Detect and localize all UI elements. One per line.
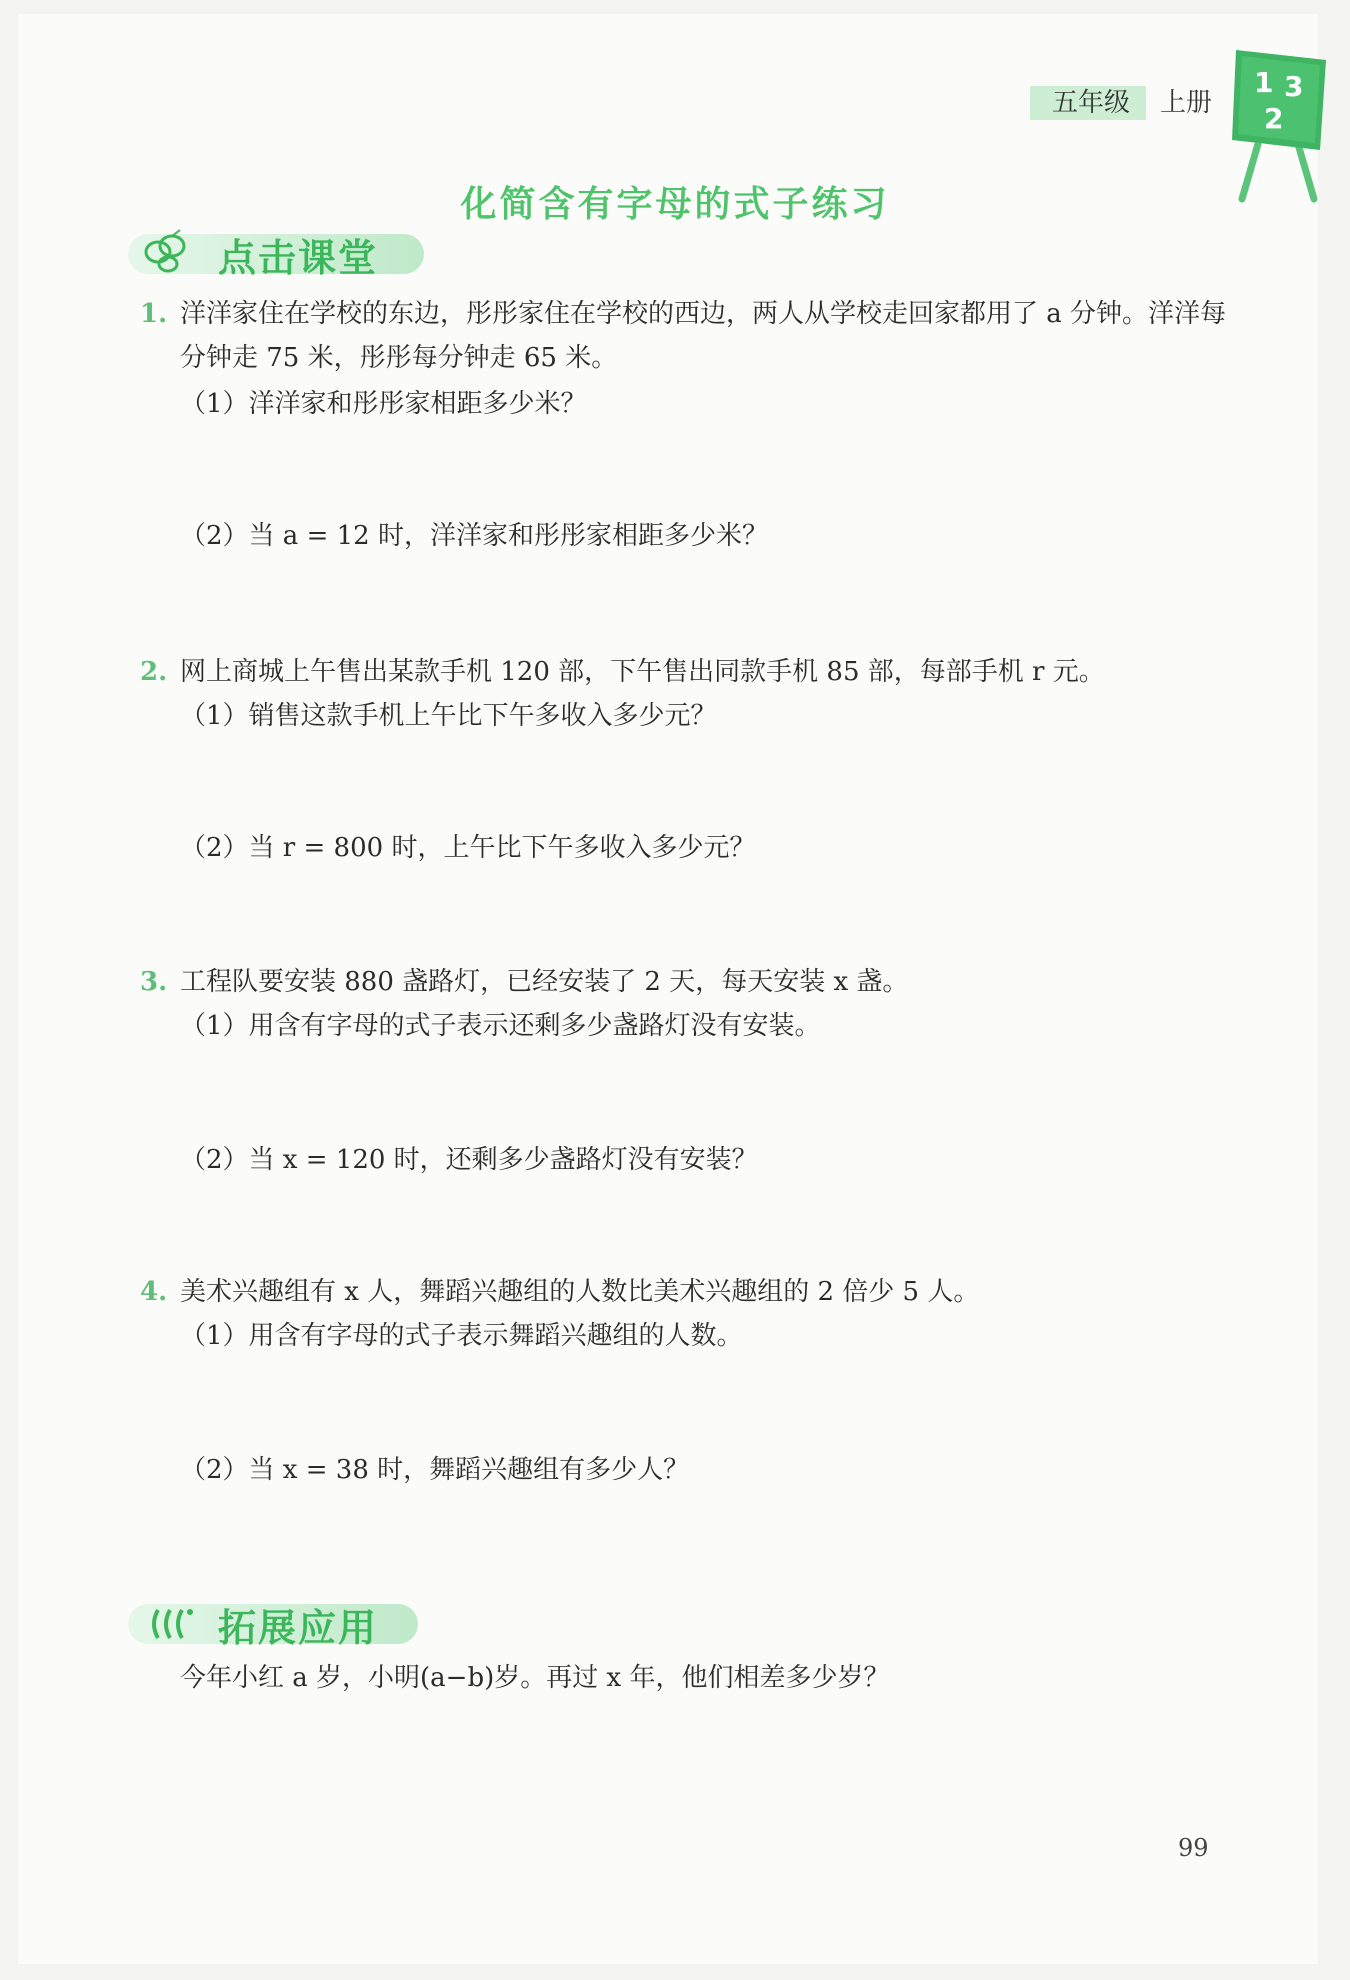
question-number: 4.: [140, 1277, 168, 1307]
section-title-classroom: 点击课堂: [218, 235, 379, 280]
question-2-part-2: （2）当 r = 800 时，上午比下午多收入多少元？: [180, 833, 756, 863]
question-4-part-2: （2）当 x = 38 时，舞蹈兴趣组有多少人？: [180, 1455, 690, 1485]
question-4: [140, 1270, 1240, 1314]
question-2-part-1: （1）销售这款手机上午比下午多收入多少元？: [180, 701, 717, 731]
question-number: 3.: [140, 967, 168, 997]
grade-text: 五年级: [1030, 86, 1146, 120]
caterpillar-icon: [128, 1598, 218, 1650]
question-number: 2.: [140, 657, 168, 687]
question-4-part-1: （1）用含有字母的式子表示舞蹈兴趣组的人数。: [180, 1321, 743, 1351]
question-1-part-1: （1）洋洋家和彤彤家相距多少米？: [180, 389, 587, 419]
butterfly-icon: [128, 228, 218, 280]
question-3: [140, 960, 1240, 1004]
board-digit-2: 3: [1284, 70, 1304, 103]
board-digit-3: 2: [1264, 102, 1284, 135]
question-3-part-1: （1）用含有字母的式子表示还剩多少盏路灯没有安装。: [180, 1011, 821, 1041]
page-title: 化简含有字母的式子练习: [460, 184, 890, 225]
question-number: 1.: [140, 299, 168, 329]
board-digit-1: 1: [1254, 66, 1274, 99]
question-1: [140, 292, 1240, 380]
volume-text: 上册: [1160, 88, 1213, 118]
page-number: 99: [1178, 1834, 1209, 1862]
section-title-extension: 拓展应用: [218, 1605, 379, 1650]
question-stem: 网上商城上午售出某款手机 120 部，下午售出同款手机 85 部，每部手机 r 元。: [180, 657, 1105, 687]
question-stem: 洋洋家住在学校的东边，彤彤家住在学校的西边，两人从学校走回家都用了 a 分钟。洋洋每分钟走 75 米，彤彤每分钟走 65 米。: [180, 299, 1227, 373]
question-stem: 工程队要安装 880 盏路灯，已经安装了 2 天，每天安装 x 盏。: [180, 967, 909, 997]
question-3-part-2: （2）当 x = 120 时，还剩多少盏路灯没有安装？: [180, 1145, 758, 1175]
extension-question: 今年小红 a 岁，小明(a−b)岁。再过 x 年，他们相差多少岁？: [180, 1663, 890, 1693]
question-2: [140, 650, 1240, 694]
section-header-classroom: [128, 228, 378, 280]
question-1-part-2: （2）当 a = 12 时，洋洋家和彤彤家相距多少米？: [180, 521, 768, 551]
section-header-extension: [128, 1598, 378, 1650]
grade-label: [1030, 82, 1212, 119]
question-stem: 美术兴趣组有 x 人，舞蹈兴趣组的人数比美术兴趣组的 2 倍少 5 人。: [180, 1277, 980, 1307]
